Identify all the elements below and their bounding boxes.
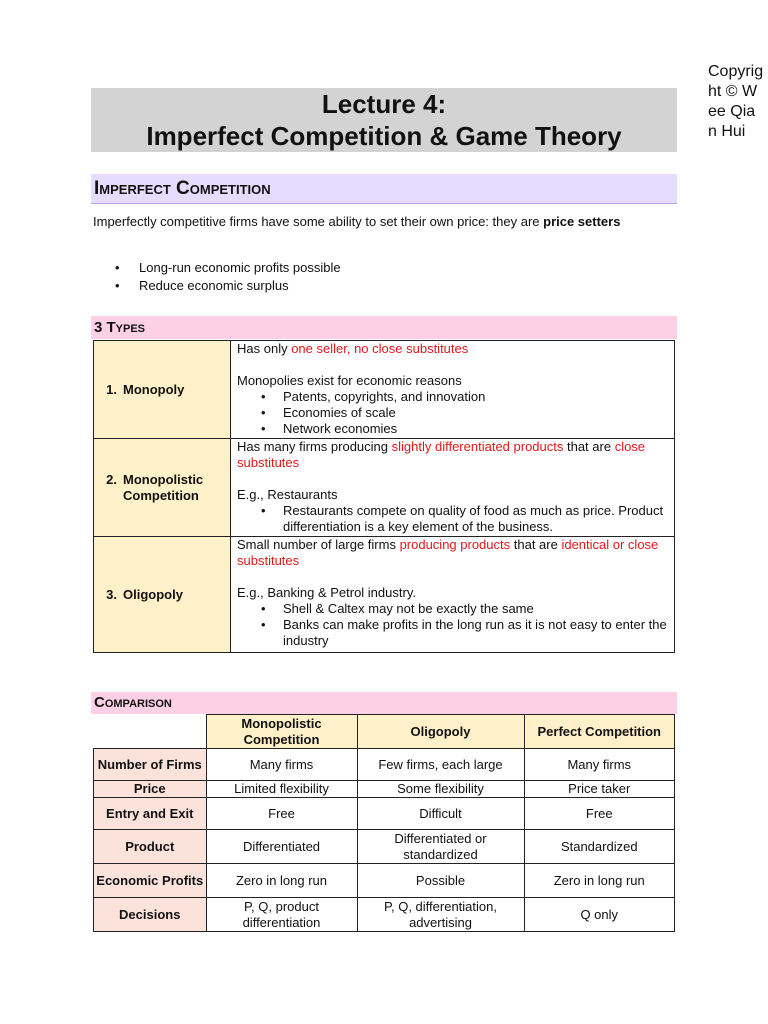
type-description-cell bbox=[231, 537, 675, 653]
table-cell: Difficult bbox=[357, 798, 524, 830]
desc-text: Has only bbox=[237, 341, 292, 356]
table-cell: Zero in long run bbox=[206, 864, 357, 898]
column-header: Monopolistic Competition bbox=[206, 715, 357, 749]
section-heading-imperfect-competition: Imperfect Competition bbox=[91, 174, 677, 204]
desc-highlight: one seller, no close substitutes bbox=[291, 341, 469, 356]
type-description-line bbox=[237, 439, 670, 471]
table-row bbox=[94, 537, 675, 653]
copyright-notice: Copyright © Wee Qian Hui bbox=[708, 63, 764, 140]
table-cell: P, Q, differentiation, advertising bbox=[357, 898, 524, 932]
type-description-para: Monopolies exist for economic reasons bbox=[237, 373, 462, 388]
type-description-cell bbox=[231, 439, 675, 537]
title-line-1: Lecture 4: bbox=[321, 89, 447, 119]
list-item: • Economies of scale bbox=[237, 405, 670, 421]
row-header: Product bbox=[94, 830, 207, 864]
table-cell: Free bbox=[524, 798, 675, 830]
list-item: • Shell & Caltex may not be exactly the same bbox=[237, 601, 670, 617]
type-number: 3. bbox=[106, 586, 117, 602]
table-row bbox=[94, 864, 675, 898]
list-item: • Restaurants compete on quality of food as much as price. Product differentiation is a key element of the business. bbox=[237, 503, 670, 535]
type-bullets bbox=[237, 601, 670, 649]
table-header-row bbox=[94, 715, 675, 749]
type-name: Monopolistic Competition bbox=[123, 471, 204, 503]
type-number: 1. bbox=[106, 381, 117, 397]
table-cell: Differentiated bbox=[206, 830, 357, 864]
table-row bbox=[94, 830, 675, 864]
desc-highlight: close substitutes bbox=[237, 439, 646, 470]
row-header: Number of Firms bbox=[94, 749, 207, 781]
row-header: Economic Profits bbox=[94, 864, 207, 898]
type-name: Monopoly bbox=[123, 381, 185, 397]
list-item: • Network economies bbox=[237, 421, 670, 437]
type-description-para: E.g., Banking & Petrol industry. bbox=[237, 585, 416, 600]
blank-corner-cell bbox=[94, 715, 207, 749]
lecture-title bbox=[91, 88, 677, 152]
desc-text: that are bbox=[510, 537, 562, 552]
desc-text: Has many firms producing bbox=[237, 439, 392, 454]
row-header: Entry and Exit bbox=[94, 798, 207, 830]
type-name-cell bbox=[94, 439, 231, 537]
type-bullets bbox=[237, 503, 670, 535]
table-cell: Few firms, each large bbox=[357, 749, 524, 781]
type-name-cell bbox=[94, 341, 231, 439]
table-cell: Q only bbox=[524, 898, 675, 932]
title-line-2: Imperfect Competition & Game Theory bbox=[146, 121, 622, 151]
list-item: • Banks can make profits in the long run as it is not easy to enter the industry bbox=[237, 617, 670, 649]
comparison-table bbox=[93, 714, 675, 932]
table-row bbox=[94, 439, 675, 537]
table-row bbox=[94, 781, 675, 798]
table-cell: Standardized bbox=[524, 830, 675, 864]
table-cell: Limited flexibility bbox=[206, 781, 357, 798]
type-number: 2. bbox=[106, 471, 117, 487]
table-row bbox=[94, 341, 675, 439]
table-cell: Differentiated or standardized bbox=[357, 830, 524, 864]
table-cell: Free bbox=[206, 798, 357, 830]
column-header: Oligopoly bbox=[357, 715, 524, 749]
column-header: Perfect Competition bbox=[524, 715, 675, 749]
type-description-line bbox=[237, 341, 670, 357]
intro-paragraph bbox=[93, 213, 673, 231]
type-name-cell bbox=[94, 537, 231, 653]
type-bullets bbox=[237, 389, 670, 437]
table-row bbox=[94, 749, 675, 781]
table-cell: Price taker bbox=[524, 781, 675, 798]
type-description-cell bbox=[231, 341, 675, 439]
table-cell: Possible bbox=[357, 864, 524, 898]
table-cell: Many firms bbox=[524, 749, 675, 781]
intro-text: Imperfectly competitive firms have some ability to set their own price: they are bbox=[93, 214, 544, 229]
list-item: • Reduce economic surplus bbox=[93, 277, 653, 295]
list-item: • Patents, copyrights, and innovation bbox=[237, 389, 670, 405]
type-description-para: E.g., Restaurants bbox=[237, 487, 338, 502]
desc-text: Small number of large firms bbox=[237, 537, 400, 552]
table-cell: Many firms bbox=[206, 749, 357, 781]
type-description-line bbox=[237, 537, 670, 569]
section-heading-3-types: 3 Types bbox=[91, 316, 677, 339]
row-header: Decisions bbox=[94, 898, 207, 932]
desc-highlight: producing products bbox=[399, 537, 511, 552]
section-heading-comparison: Comparison bbox=[91, 692, 677, 714]
types-table bbox=[93, 340, 675, 653]
intro-bold-text: price setters bbox=[543, 214, 621, 229]
desc-highlight: slightly differentiated products bbox=[391, 439, 564, 454]
table-cell: Some flexibility bbox=[357, 781, 524, 798]
desc-text: that are bbox=[563, 439, 615, 454]
table-row bbox=[94, 898, 675, 932]
intro-bullets bbox=[93, 259, 653, 295]
type-name: Oligopoly bbox=[123, 586, 183, 602]
table-cell: P, Q, product differentiation bbox=[206, 898, 357, 932]
row-header: Price bbox=[94, 781, 207, 798]
table-cell: Zero in long run bbox=[524, 864, 675, 898]
desc-highlight: identical or close substitutes bbox=[237, 537, 659, 568]
list-item: • Long-run economic profits possible bbox=[93, 259, 653, 277]
table-row bbox=[94, 798, 675, 830]
